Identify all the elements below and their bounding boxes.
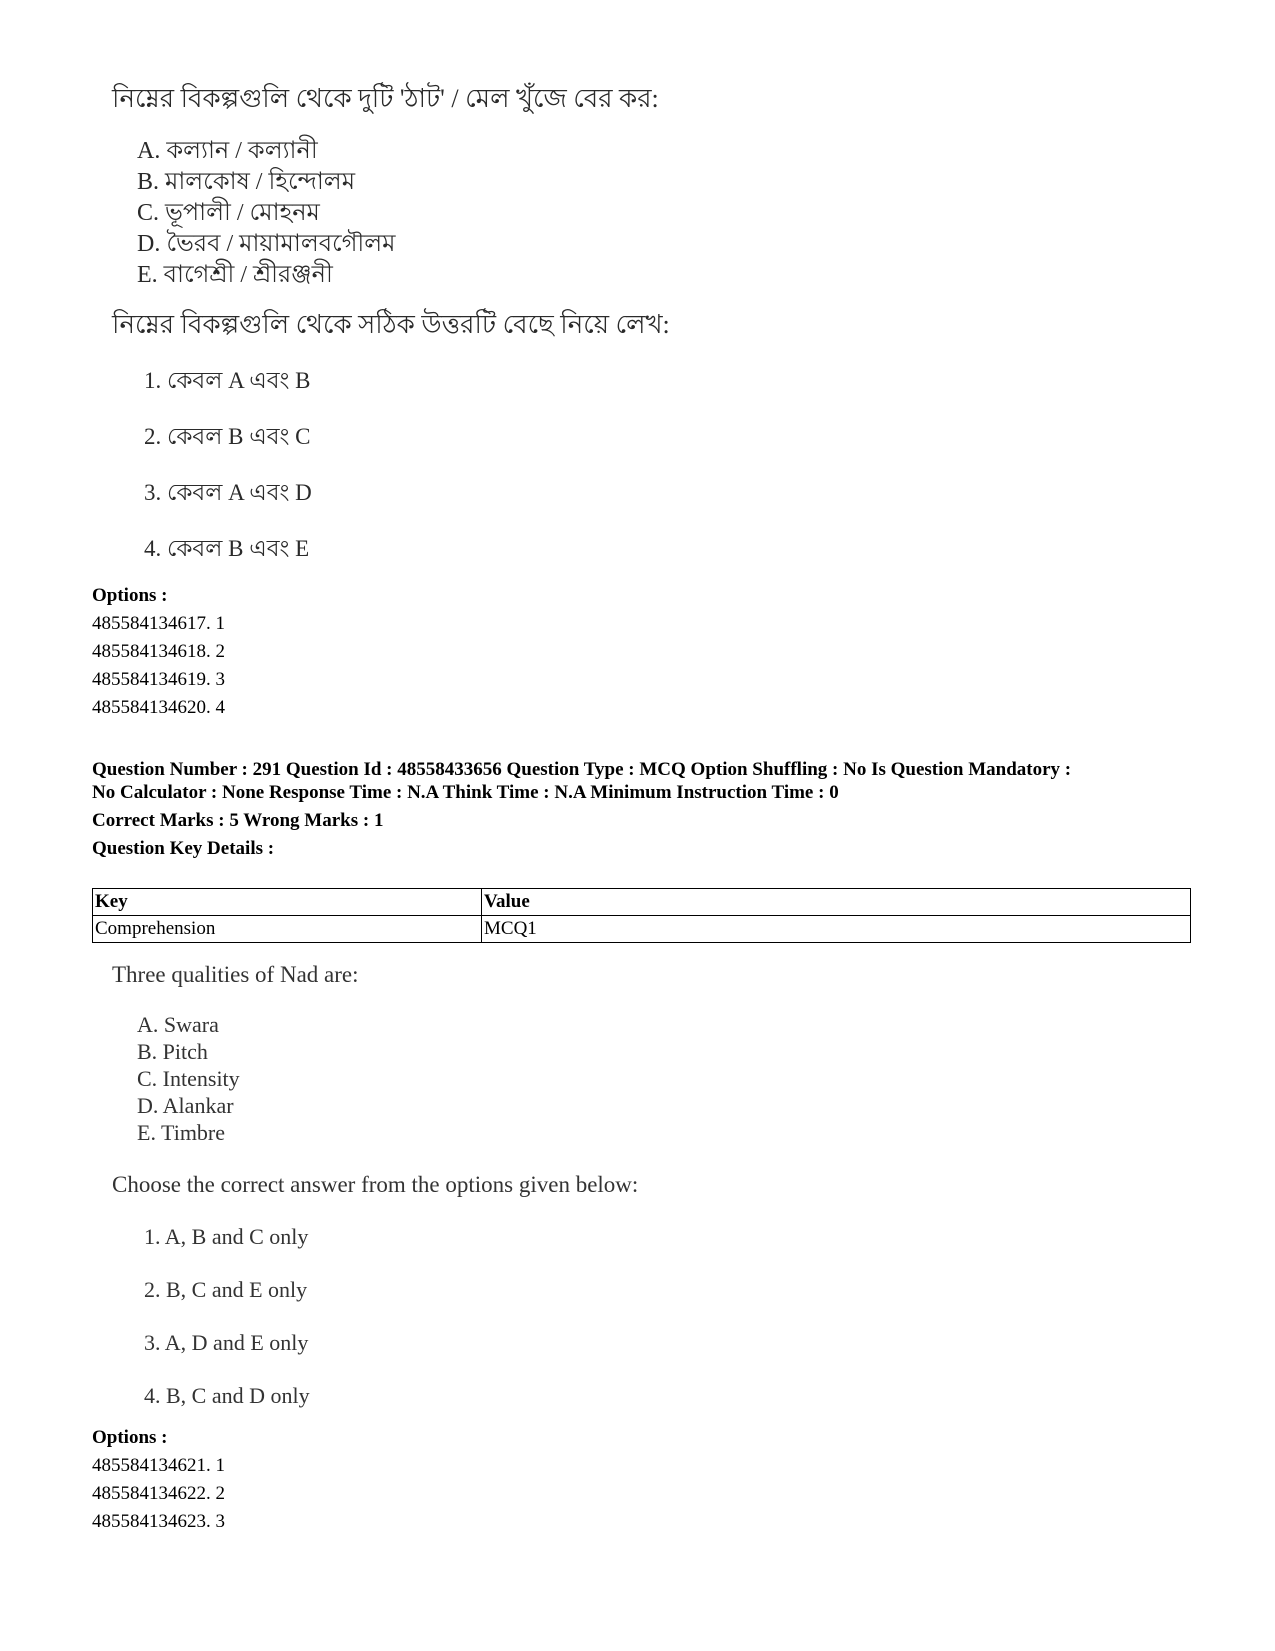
- statement-item: B. মালকোষ / হিন্দোলম: [137, 169, 356, 195]
- options-heading: Options :: [92, 1427, 168, 1448]
- statement-item: B. Pitch: [137, 1039, 208, 1064]
- answer-choice: 2. B, C and E only: [144, 1277, 308, 1302]
- answer-choice: 2. কেবল B এবং C: [144, 424, 311, 449]
- table-header-cell: Value: [482, 889, 1191, 916]
- question-instruction: নিম্নের বিকল্পগুলি থেকে সঠিক উত্তরটি বেছে নিয়ে লেখ:: [112, 310, 670, 339]
- answer-choice: 4. B, C and D only: [144, 1383, 310, 1408]
- option-id: 485584134623. 3: [92, 1511, 225, 1532]
- table-cell: MCQ1: [482, 916, 1191, 943]
- question-meta-line2: No Calculator : None Response Time : N.A Think Time : N.A Minimum Instruction Time : 0: [92, 782, 839, 803]
- option-id: 485584134618. 2: [92, 641, 225, 662]
- key-details-heading: Question Key Details :: [92, 838, 275, 859]
- answer-choice: 4. কেবল B এবং E: [144, 536, 310, 561]
- answer-choice: 1. A, B and C only: [144, 1224, 309, 1249]
- statement-item: D. ভৈরব / মায়ামালবগৌলম: [137, 231, 396, 257]
- option-id: 485584134621. 1: [92, 1455, 225, 1476]
- option-id: 485584134622. 2: [92, 1483, 225, 1504]
- answer-choice: 3. কেবল A এবং D: [144, 480, 312, 505]
- options-heading: Options :: [92, 585, 168, 606]
- statement-item: E. Timbre: [137, 1120, 226, 1145]
- statement-item: E. বাগেশ্রী / শ্রীরঞ্জনী: [137, 262, 333, 288]
- answer-choice: 1. কেবল A এবং B: [144, 368, 311, 393]
- question-meta-line1: Question Number : 291 Question Id : 48558433656 Question Type : MCQ Option Shuffling : No Is Question Mandatory :: [92, 759, 1072, 780]
- statement-item: C. Intensity: [137, 1066, 240, 1091]
- answer-choice: 3. A, D and E only: [144, 1330, 309, 1355]
- option-id: 485584134619. 3: [92, 669, 225, 690]
- option-id: 485584134617. 1: [92, 613, 225, 634]
- table-header-row: [93, 889, 1191, 916]
- question-key-table: [92, 888, 1191, 943]
- question-image-english: [92, 962, 1092, 1422]
- question-instruction: Choose the correct answer from the options given below:: [112, 1172, 639, 1197]
- table-cell: Comprehension: [93, 916, 482, 943]
- table-header-cell: Key: [93, 889, 482, 916]
- question-stem: Three qualities of Nad are:: [112, 962, 359, 987]
- marks-line: Correct Marks : 5 Wrong Marks : 1: [92, 810, 384, 831]
- statement-item: D. Alankar: [137, 1093, 234, 1118]
- option-id: 485584134620. 4: [92, 697, 225, 718]
- question-stem: নিম্নের বিকল্পগুলি থেকে দুটি 'ঠাট' / মেল খুঁজে বের কর:: [112, 84, 659, 113]
- table-row: [93, 916, 1191, 943]
- statement-item: C. ভূপালী / মোহনম: [137, 200, 320, 226]
- statement-item: A. কল্যান / কল্যানী: [137, 138, 318, 164]
- question-image-bengali: [92, 72, 1092, 587]
- statement-item: A. Swara: [137, 1012, 219, 1037]
